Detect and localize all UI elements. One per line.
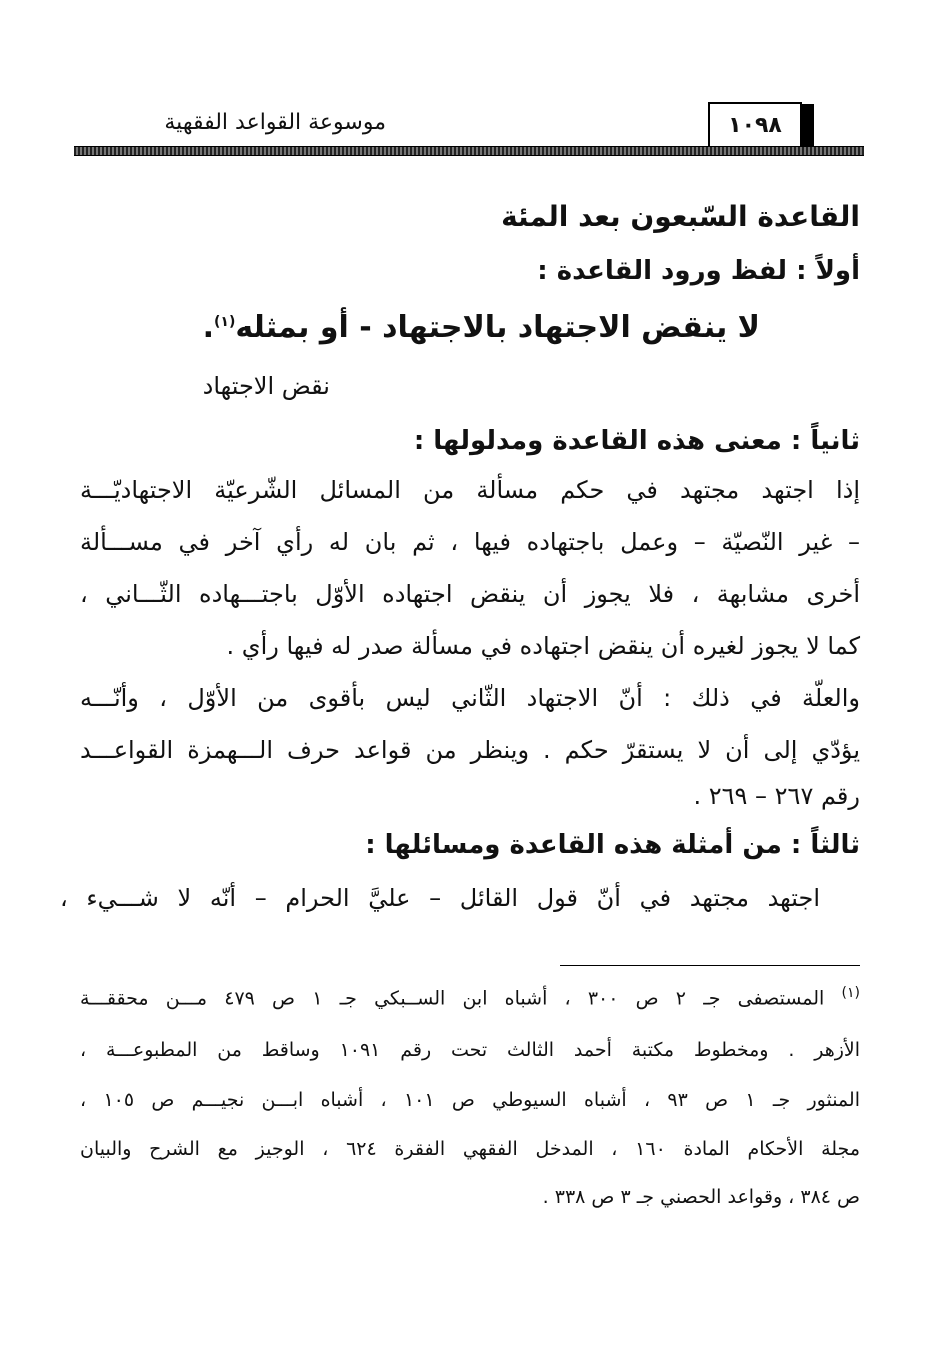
header-rule: [74, 146, 864, 156]
page-number: ١٠٩٨: [708, 102, 802, 146]
paragraph-line: والعلّة في ذلك : أنّ الاجتهاد الثّاني ليس بأقوى من الأوّل ، وأنّـــه: [80, 684, 860, 712]
footnote-line: [80, 985, 860, 1009]
book-title: موسوعة القواعد الفقهية: [164, 110, 386, 135]
footnote-ref: (١): [214, 314, 236, 330]
page-header: [74, 100, 864, 158]
paragraph-line: إذا اجتهد مجتهد في حكم مسألة من المسائل الشّرعيّة الاجتهاديّـــة: [80, 476, 860, 504]
keyword: نقض الاجتهاد: [202, 372, 330, 400]
second-label: ثانياً : معنى هذه القاعدة ومدلولها :: [413, 426, 860, 456]
paragraph-line: يؤدّي إلى أن لا يستقرّ حكم . وينظر من قواعد حرف الـــهمزة القواعـــد: [80, 736, 860, 764]
rule-text: لا ينقض الاجتهاد بالاجتهاد - أو بمثله: [235, 310, 760, 345]
section-heading: القاعدة السّبعون بعد المئة: [501, 200, 860, 233]
third-label: ثالثاً : من أمثلة هذه القاعدة ومسائلها :: [365, 830, 860, 860]
paragraph-line: اجتهد مجتهد في أنّ قول القائل – عليَّ الحرام – أنّه لا شـــيء ،: [60, 884, 820, 912]
footnote-line: مجلة الأحكام المادة ١٦٠ ، المدخل الفقهي الفقرة ٦٢٤ ، الوجيز مع الشرح والبيان: [80, 1138, 860, 1160]
page-number-tab-decoration: [802, 104, 814, 150]
paragraph-line: كما لا يجوز لغيره أن ينقض اجتهاده في مسألة صدر له فيها رأي .: [226, 632, 860, 660]
footnote-line: المنثور جـ ١ ص ٩٣ ، أشباه السيوطي ص ١٠١ ، أشباه ابـــن نجيـــم ص ١٠٥ ،: [80, 1089, 860, 1111]
footnote-text: المستصفى جـ ٢ ص ٣٠٠ ، أشباه ابن الســبكي جـ ١ ص ٤٧٩ مـــن محققـــة: [80, 987, 825, 1010]
rule-period: .: [202, 310, 214, 345]
footnote-marker: (١): [841, 985, 860, 1001]
footnote-separator: [560, 965, 860, 966]
rule-statement: [203, 310, 760, 345]
first-label: أولاً : لفظ ورود القاعدة :: [537, 256, 860, 286]
footnote-line: ص ٣٨٤ ، وقواعد الحصني جـ ٣ ص ٣٣٨ .: [542, 1186, 860, 1208]
paragraph-line: – غير النّصيّة – وعمل باجتهاده فيها ، ثم بان له رأي آخر في مســـألة: [80, 528, 860, 556]
paragraph-line: رقم ٢٦٧ – ٢٦٩ .: [693, 782, 860, 810]
footnote-line: الأزهر . ومخطوط مكتبة أحمد الثالث تحت رقم ١٠٩١ وساقط من المطبوعـــة ،: [80, 1039, 860, 1061]
paragraph-line: أخرى مشابهة ، فلا يجوز أن ينقض اجتهاده الأوّل باجتـــهاده الثّـــاني ،: [80, 580, 860, 608]
